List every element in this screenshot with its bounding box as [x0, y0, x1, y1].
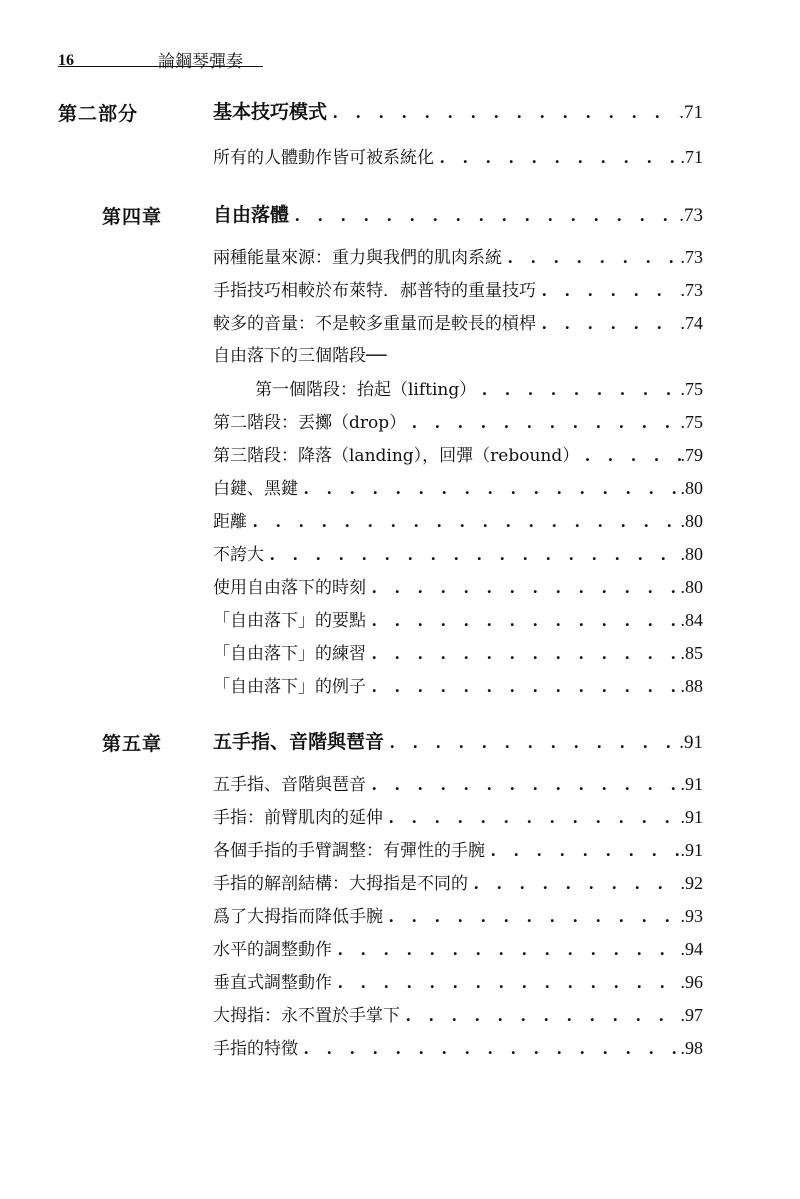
- toc-entry-title: 「自由落下」的要點: [213, 611, 366, 631]
- dot-leader: [295, 200, 679, 230]
- toc-entry-title: 基本技巧模式: [213, 101, 328, 123]
- toc-entry-page: .71: [679, 102, 703, 123]
- toc-entry[interactable]: [213, 769, 703, 799]
- toc-entry[interactable]: [213, 638, 703, 668]
- dot-leader: [333, 97, 679, 127]
- toc-entry-title: 五手指、音階與琶音: [213, 775, 366, 795]
- dot-leader: [304, 473, 681, 504]
- toc-entry-page: .84: [680, 610, 703, 630]
- toc-entry-page: .71: [680, 147, 703, 167]
- toc-entry[interactable]: [213, 572, 703, 602]
- toc-entry-page: .85: [680, 643, 703, 663]
- toc-entry[interactable]: [213, 835, 703, 865]
- toc-entry[interactable]: [213, 934, 703, 964]
- toc-entry[interactable]: [213, 473, 703, 503]
- toc-entry[interactable]: [213, 242, 703, 272]
- toc-entry-page: .96: [680, 972, 703, 992]
- toc-entry[interactable]: [255, 374, 703, 404]
- toc-entry-page: .91: [680, 840, 703, 860]
- toc-entry[interactable]: [213, 275, 703, 305]
- dot-leader: [389, 901, 681, 932]
- toc-entry-title: 大拇指：永不置於手掌下: [213, 1006, 400, 1026]
- toc-entry-title: 較多的音量：不是較多重量而是較長的槓桿: [213, 314, 536, 334]
- toc-entry-heading: [213, 341, 703, 371]
- dot-leader: [338, 967, 681, 998]
- toc-entry[interactable]: [213, 967, 703, 997]
- toc-entry-title: 距離: [213, 512, 247, 532]
- toc-entry-title: 爲了大拇指而降低手腕: [213, 907, 383, 927]
- toc-entry-title: 五手指、音階與琶音: [213, 731, 385, 753]
- dot-leader: [585, 440, 680, 471]
- dot-leader: [474, 868, 681, 899]
- dot-leader: [389, 802, 681, 833]
- toc-entry-page: .97: [680, 1005, 703, 1025]
- dot-leader: [406, 1000, 681, 1031]
- chapter-label-5: 第五章: [102, 733, 163, 755]
- toc-entry-title: 「自由落下」的例子: [213, 677, 366, 697]
- toc-entry-title: 所有的人體動作皆可被系統化: [213, 148, 434, 168]
- toc-entry-title: 第一個階段：抬起（lifting）: [255, 380, 477, 400]
- dot-leader: [372, 572, 681, 603]
- toc-entry-title: 自由落下的三個階段──: [213, 346, 387, 366]
- dot-leader: [372, 671, 681, 702]
- page-number: 16: [58, 52, 74, 69]
- toc-entry-chapter-title[interactable]: [213, 200, 703, 230]
- toc-entry-title: 手指：前臂肌肉的延伸: [213, 808, 383, 828]
- toc-entry-chapter-title[interactable]: [213, 727, 703, 757]
- toc-entry-title: 「自由落下」的練習: [213, 644, 366, 664]
- dot-leader: [270, 539, 681, 570]
- toc-entry[interactable]: [213, 1000, 703, 1030]
- dot-leader: [372, 638, 681, 669]
- toc-entry-page: .92: [680, 873, 703, 893]
- toc-entry-page: .74: [680, 313, 703, 333]
- toc-entry-title: 第三階段：降落（landing），回彈（rebound）: [213, 446, 580, 466]
- toc-entry-page: .80: [680, 577, 703, 597]
- toc-entry-title: 不誇大: [213, 545, 264, 565]
- toc-entry-title: 垂直式調整動作: [213, 973, 332, 993]
- toc-entry-title: 使用自由落下的時刻: [213, 578, 366, 598]
- toc-entry[interactable]: [213, 868, 703, 898]
- toc-entry-page: .79: [680, 445, 703, 465]
- toc-entry-title: 各個手指的手臂調整：有彈性的手腕: [213, 841, 485, 861]
- dot-leader: [372, 605, 681, 636]
- toc-entry-title: 兩種能量來源：重力與我們的肌肉系統: [213, 248, 502, 268]
- toc-entry-title: 手指的解剖結構：大拇指是不同的: [213, 874, 468, 894]
- dot-leader: [508, 242, 681, 273]
- toc-entry-title: 手指技巧相較於布萊特．郝普特的重量技巧: [213, 281, 536, 301]
- toc-entry-title: 手指的特徵: [213, 1039, 298, 1059]
- toc-entry[interactable]: [213, 506, 703, 536]
- dot-leader: [482, 374, 680, 405]
- toc-entry-page: .73: [680, 247, 703, 267]
- dot-leader: [338, 934, 681, 965]
- dot-leader: [304, 1033, 681, 1064]
- toc-entry-page: .80: [680, 511, 703, 531]
- book-title: 論鋼琴彈奏: [158, 52, 243, 72]
- dot-leader: [542, 308, 681, 339]
- toc-entry-title: 自由落體: [213, 204, 290, 226]
- dot-leader: [372, 769, 681, 800]
- toc-entry[interactable]: [213, 308, 703, 338]
- toc-entry-page: .91: [679, 732, 703, 753]
- toc-entry[interactable]: [213, 407, 703, 437]
- toc-entry[interactable]: [213, 440, 703, 470]
- toc-entry-page: .73: [680, 280, 703, 300]
- toc-entry-title: 白鍵、黑鍵: [213, 479, 298, 499]
- part-label: 第二部分: [58, 103, 139, 125]
- toc-entry[interactable]: [213, 539, 703, 569]
- toc-entry-page: .73: [679, 205, 703, 226]
- dot-leader: [412, 407, 680, 438]
- toc-entry-page: .98: [680, 1038, 703, 1058]
- dot-leader: [491, 835, 681, 866]
- toc-entry-page: .80: [680, 478, 703, 498]
- dot-leader: [390, 727, 679, 757]
- toc-entry-page: .91: [680, 807, 703, 827]
- toc-entry-page: .94: [680, 939, 703, 959]
- header-rule: [58, 66, 263, 67]
- toc-entry[interactable]: [213, 901, 703, 931]
- chapter-label-4: 第四章: [102, 206, 163, 228]
- toc-entry[interactable]: [213, 142, 703, 172]
- toc-entry-title: 第二階段：丟擲（drop）: [213, 413, 407, 433]
- dot-leader: [253, 506, 681, 537]
- toc-entry-title: 水平的調整動作: [213, 940, 332, 960]
- toc-entry-page: .75: [680, 379, 703, 399]
- toc-entry-page: .91: [680, 774, 703, 794]
- dot-leader: [542, 275, 681, 306]
- toc-entry-page: .75: [680, 412, 703, 432]
- toc-entry[interactable]: [213, 802, 703, 832]
- toc-entry-page: .88: [680, 676, 703, 696]
- toc-entry[interactable]: [213, 671, 703, 701]
- toc-entry-part-title[interactable]: [213, 97, 703, 127]
- toc-entry[interactable]: [213, 1033, 703, 1063]
- dot-leader: [440, 142, 681, 173]
- toc-entry-page: .80: [680, 544, 703, 564]
- toc-entry[interactable]: [213, 605, 703, 635]
- running-head: [58, 44, 263, 70]
- toc-entry-page: .93: [680, 906, 703, 926]
